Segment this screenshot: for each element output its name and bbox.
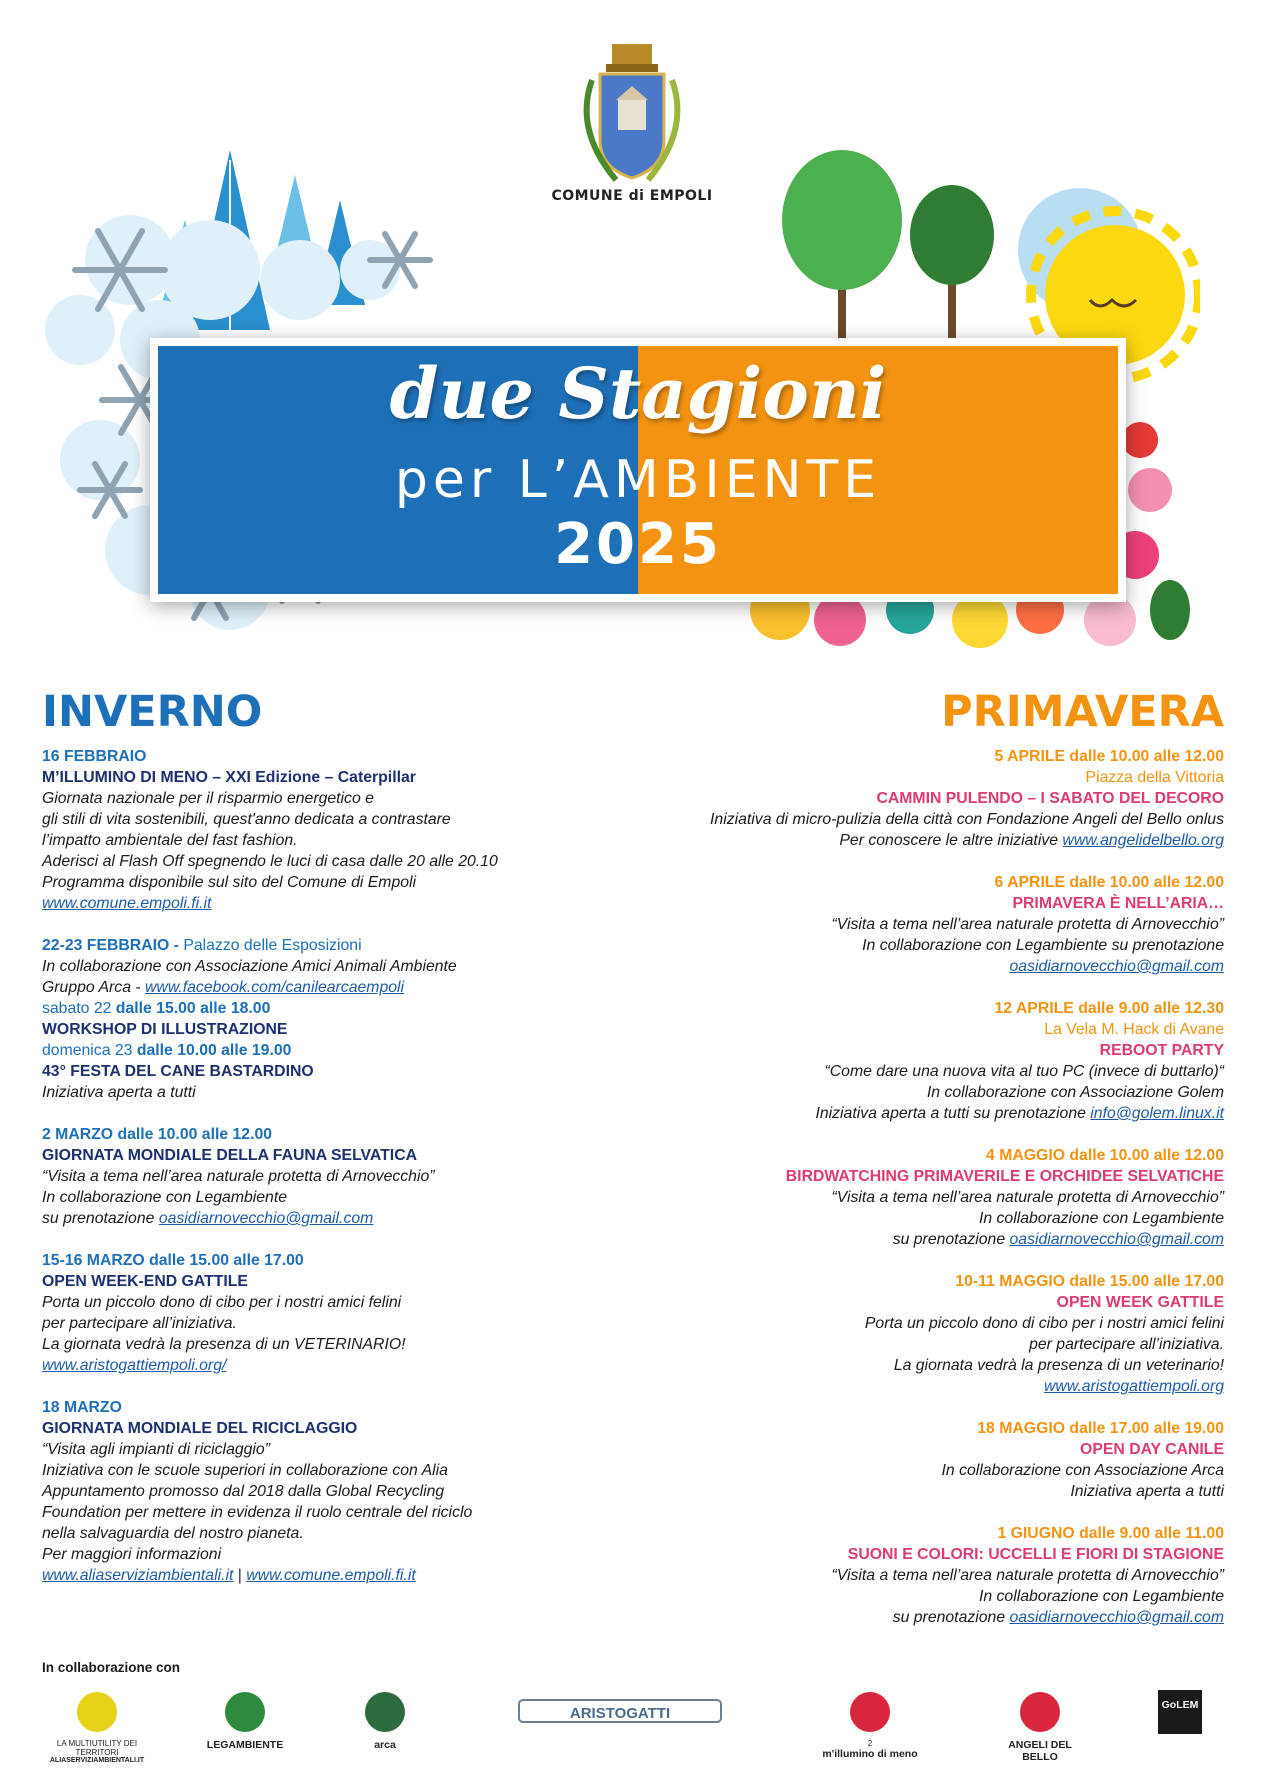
event-description-text: In collaborazione con Legambiente — [978, 1588, 1224, 1605]
arca-logo-icon — [340, 1690, 430, 1734]
event-title — [42, 1061, 622, 1082]
event-description — [560, 1460, 1224, 1481]
title-script: due Stagioni — [389, 352, 887, 435]
event-description-text: “Come dare una nuova vita al tuo PC (invece di buttarlo)“ — [824, 1063, 1224, 1080]
event-description-text: per partecipare all’iniziativa. — [1029, 1336, 1224, 1353]
event-date-text: 6 APRILE dalle 10.00 alle 12.00 — [994, 874, 1224, 891]
event-title-text: OPEN WEEK GATTILE — [1056, 1294, 1224, 1311]
event-title-text: 43° FESTA DEL CANE BASTARDINO — [42, 1063, 314, 1080]
event-description-text: La giornata vedrà la presenza di un VETERINARIO! — [42, 1336, 406, 1353]
event-description-text: su prenotazione — [892, 1609, 1010, 1626]
legambiente-logo-icon — [190, 1690, 300, 1734]
winter-event — [42, 1124, 622, 1229]
event-description — [42, 1208, 622, 1229]
event-description — [560, 830, 1224, 851]
event-description-text: In collaborazione con Legambiente — [978, 1210, 1224, 1227]
winter-column — [42, 688, 622, 1607]
spring-event — [560, 746, 1224, 851]
event-description — [42, 1460, 622, 1481]
event-description-text: “Visita a tema nell’area naturale protetta di Arnovecchio” — [831, 916, 1224, 933]
event-title-text: OPEN DAY CANILE — [1080, 1441, 1224, 1458]
event-date — [560, 1271, 1224, 1292]
event-description — [42, 1187, 622, 1208]
event-title-text: CAMMIN PULENDO – I SABATO DEL DECORO — [876, 790, 1224, 807]
event-date-text: 16 FEBBRAIO — [42, 748, 147, 765]
partner-logo-golem[interactable] — [1140, 1690, 1220, 1770]
event-description — [42, 1166, 622, 1187]
millumino-logo-tag: 2 — [867, 1739, 873, 1748]
winter-heading: INVERNO — [42, 687, 263, 737]
event-title — [560, 1040, 1224, 1061]
link-separator: | — [233, 1567, 247, 1584]
winter-events — [42, 746, 622, 1586]
event-description — [42, 872, 622, 893]
event-link[interactable]: info@golem.linux.it — [1090, 1105, 1224, 1122]
event-title-text: GIORNATA MONDIALE DELLA FAUNA SELVATICA — [42, 1147, 418, 1164]
partner-logo-aristogatti[interactable] — [515, 1690, 725, 1770]
event-description-text: Giornata nazionale per il risparmio energetico e — [42, 790, 374, 807]
event-title-text: PRIMAVERA È NELL’ARIA… — [1012, 895, 1224, 912]
event-link[interactable]: oasidiarnovecchio@gmail.com — [1009, 958, 1224, 975]
event-description-text: Per conoscere le altre iniziative — [839, 832, 1063, 849]
event-link[interactable]: www.angelidelbello.org — [1062, 832, 1224, 849]
event-date — [560, 1145, 1224, 1166]
event-description-text: per partecipare all’iniziativa. — [42, 1315, 237, 1332]
event-date-text: 15-16 MARZO dalle 15.00 alle 17.00 — [42, 1252, 304, 1269]
spring-event — [560, 1418, 1224, 1502]
event-description — [560, 1103, 1224, 1124]
event-link[interactable]: www.aliaserviziambientali.it — [42, 1567, 234, 1584]
event-description — [560, 914, 1224, 935]
event-title-text: BIRDWATCHING PRIMAVERILE E ORCHIDEE SELVATICHE — [785, 1168, 1224, 1185]
alia-logo-icon — [42, 1690, 152, 1734]
crest-logo-icon — [570, 40, 694, 210]
event-date-text: 18 MAGGIO dalle 17.00 alle 19.00 — [977, 1420, 1224, 1437]
crest-name: COMUNE di EMPOLI — [551, 188, 713, 204]
event-date — [42, 935, 622, 956]
event-place-text: Piazza della Vittoria — [1085, 769, 1224, 786]
event-description-text: In collaborazione con Legambiente — [42, 1189, 288, 1206]
event-date — [42, 746, 622, 767]
event-description-text: In collaborazione con Associazione Golem — [926, 1084, 1224, 1101]
event-title — [42, 767, 622, 788]
event-date — [560, 872, 1224, 893]
event-link-row — [560, 1376, 1224, 1397]
event-date — [560, 1418, 1224, 1439]
event-day: domenica 23 — [42, 1042, 137, 1059]
event-description-text: “Visita a tema nell’area naturale protetta di Arnovecchio” — [42, 1168, 435, 1185]
event-description-text: In collaborazione con Associazione Amici Animali Ambiente — [42, 958, 457, 975]
title-subtitle: per L’AMBIENTE — [394, 450, 882, 510]
event-title — [42, 1145, 622, 1166]
event-date-text: 18 MARZO — [42, 1399, 122, 1416]
event-description — [42, 851, 622, 872]
millumino-logo-icon — [820, 1690, 920, 1734]
alia-logo-label: ALIASERVIZIAMBIENTALI.IT — [49, 1757, 145, 1764]
event-description-text: La giornata vedrà la presenza di un veterinario! — [893, 1357, 1224, 1374]
event-description — [560, 809, 1224, 830]
angeli-logo-label: ANGELI DEL BELLO — [1008, 1739, 1072, 1763]
event-date-text: 5 APRILE dalle 10.00 alle 12.00 — [994, 748, 1224, 765]
winter-event — [42, 746, 622, 914]
spring-event — [560, 1145, 1224, 1250]
event-description — [42, 1523, 622, 1544]
event-title — [42, 1019, 622, 1040]
event-title — [42, 1271, 622, 1292]
event-date-text: 22-23 FEBBRAIO - — [42, 937, 184, 954]
event-link-row — [560, 956, 1224, 977]
golem-logo-icon — [1140, 1690, 1220, 1734]
event-link[interactable]: www.aristogattiempoli.org/ — [42, 1357, 227, 1374]
event-title — [560, 1166, 1224, 1187]
event-description-text: gli stili di vita sostenibili, quest'anno dedicata a contrastare — [42, 811, 451, 828]
event-description-text: Programma disponibile sul sito del Comune di Empoli — [42, 874, 417, 891]
event-link[interactable]: oasidiarnovecchio@gmail.com — [1009, 1231, 1224, 1248]
aristogatti-logo-label: ARISTOGATTI — [569, 1705, 671, 1722]
event-description — [560, 1313, 1224, 1334]
event-description-text: Iniziativa aperta a tutti — [42, 1084, 196, 1101]
event-description — [42, 1544, 622, 1565]
title-year: 2025 — [554, 512, 722, 577]
event-date — [42, 1397, 622, 1418]
millumino-logo-label: m'illumino di meno — [822, 1748, 918, 1760]
event-links — [42, 1565, 622, 1586]
event-description-text: l’impatto ambientale del fast fashion. — [42, 832, 298, 849]
event-link[interactable]: www.facebook.com/canilearcaempoli — [145, 979, 405, 996]
event-hours: dalle 15.00 alle 18.00 — [115, 1000, 271, 1017]
event-description-text: “Visita a tema nell’area naturale protetta di Arnovecchio” — [831, 1567, 1224, 1584]
event-description-text: Iniziativa di micro-pulizia della città con Fondazione Angeli del Bello onlus — [710, 811, 1224, 828]
event-date — [42, 1124, 622, 1145]
event-description-text: “Visita a tema nell’area naturale protetta di Arnovecchio” — [831, 1189, 1224, 1206]
event-description — [42, 1481, 622, 1502]
spring-events — [560, 746, 1224, 1628]
event-date — [560, 1523, 1224, 1544]
event-title-text: M’ILLUMINO DI MENO – XXI Edizione – Caterpillar — [42, 769, 416, 786]
event-day: sabato 22 — [42, 1000, 116, 1017]
spring-event — [560, 1523, 1224, 1628]
event-description — [560, 1607, 1224, 1628]
event-date-text: 2 MARZO dalle 10.00 alle 12.00 — [42, 1126, 273, 1143]
golem-logo-label: GoLEM — [1161, 1699, 1199, 1711]
event-description-text: Iniziativa con le scuole superiori in collaborazione con Alia — [42, 1462, 448, 1479]
spring-heading: PRIMAVERA — [941, 687, 1224, 737]
event-title-text: SUONI E COLORI: UCCELLI E FIORI DI STAGIONE — [847, 1546, 1224, 1563]
partner-logo-arca[interactable] — [340, 1690, 430, 1770]
event-description — [560, 1586, 1224, 1607]
event-place-text: La Vela M. Hack di Avane — [1044, 1021, 1224, 1038]
event-title — [560, 893, 1224, 914]
winter-event — [42, 935, 622, 1103]
event-title — [560, 1292, 1224, 1313]
event-title — [42, 1418, 622, 1439]
event-description — [560, 1061, 1224, 1082]
event-place: Palazzo delle Esposizioni — [183, 937, 362, 954]
event-description — [560, 1208, 1224, 1229]
event-date-text: 10-11 MAGGIO dalle 15.00 alle 17.00 — [955, 1273, 1224, 1290]
event-date — [560, 746, 1224, 767]
event-link[interactable]: www.comune.empoli.fi.it — [246, 1567, 416, 1584]
event-title-text: WORKSHOP DI ILLUSTRAZIONE — [42, 1021, 288, 1038]
partner-logo-millumino[interactable] — [820, 1690, 920, 1770]
event-description — [560, 1229, 1224, 1250]
event-description-text: Porta un piccolo dono di cibo per i nostri amici felini — [864, 1315, 1224, 1332]
event-description — [560, 1082, 1224, 1103]
event-description — [42, 1502, 622, 1523]
spring-event — [560, 1271, 1224, 1397]
event-description-text: Porta un piccolo dono di cibo per i nostri amici felini — [42, 1294, 402, 1311]
event-description-text: Iniziativa aperta a tutti — [1070, 1483, 1224, 1500]
event-description — [560, 1565, 1224, 1586]
legambiente-logo-label: LEGAMBIENTE — [206, 1739, 284, 1751]
event-description — [42, 1439, 622, 1460]
event-link-row — [42, 1355, 622, 1376]
event-place — [560, 767, 1224, 788]
partner-logo-alia[interactable] — [42, 1690, 152, 1770]
trees-icon — [782, 150, 994, 370]
event-date-text: 1 GIUGNO dalle 9.00 alle 11.00 — [997, 1525, 1224, 1542]
event-date — [42, 1250, 622, 1271]
partner-logo-legambiente[interactable] — [190, 1690, 300, 1770]
event-title-text: REBOOT PARTY — [1099, 1042, 1224, 1059]
event-place — [560, 1019, 1224, 1040]
event-description-text: Gruppo Arca - — [42, 979, 146, 996]
event-description-text: Per maggiori informazioni — [42, 1546, 222, 1563]
event-date — [560, 998, 1224, 1019]
event-title-text: OPEN WEEK-END GATTILE — [42, 1273, 248, 1290]
event-description-text: su prenotazione — [42, 1210, 159, 1227]
event-description-text: In collaborazione con Associazione Arca — [941, 1462, 1224, 1479]
event-title — [560, 1439, 1224, 1460]
event-description-text: Appuntamento promosso dal 2018 dalla Global Recycling — [42, 1483, 445, 1500]
spring-column — [560, 688, 1224, 1649]
event-title-text: GIORNATA MONDIALE DEL RICICLAGGIO — [42, 1420, 358, 1437]
event-hours: dalle 10.00 alle 19.00 — [136, 1042, 292, 1059]
event-description-text: Foundation per mettere in evidenza il ruolo centrale del riciclo — [42, 1504, 473, 1521]
spring-event — [560, 998, 1224, 1124]
event-title — [560, 1544, 1224, 1565]
event-time — [42, 1040, 622, 1061]
event-date-text: 4 MAGGIO dalle 10.00 alle 12.00 — [986, 1147, 1224, 1164]
event-description-text: su prenotazione — [892, 1231, 1010, 1248]
event-description — [560, 1334, 1224, 1355]
event-description — [560, 1187, 1224, 1208]
arca-logo-label: arca — [374, 1739, 396, 1751]
event-link-row — [42, 893, 622, 914]
event-description — [42, 788, 622, 809]
event-description — [42, 809, 622, 830]
angeli-logo-icon — [990, 1690, 1090, 1734]
event-link[interactable]: oasidiarnovecchio@gmail.com — [158, 1210, 374, 1227]
event-description-text: Aderisci al Flash Off spegnendo le luci di casa dalle 20 alle 20.10 — [42, 853, 498, 870]
event-description — [42, 977, 622, 998]
collab-label: In collaborazione con — [42, 1660, 181, 1675]
event-description-text: In collaborazione con Legambiente su prenotazione — [862, 937, 1224, 954]
event-time — [42, 998, 622, 1019]
event-description — [560, 1355, 1224, 1376]
event-description — [42, 830, 622, 851]
event-link[interactable]: www.aristogattiempoli.org — [1044, 1378, 1224, 1395]
event-description-text: “Visita agli impianti di riciclaggio” — [42, 1441, 270, 1458]
event-description-text: Iniziativa aperta a tutti su prenotazione — [815, 1105, 1091, 1122]
spring-event — [560, 872, 1224, 977]
event-description-text: nella salvaguardia del nostro pianeta. — [42, 1525, 304, 1542]
winter-event — [42, 1250, 622, 1376]
partner-logo-angeli[interactable] — [990, 1690, 1090, 1770]
event-description — [560, 1481, 1224, 1502]
event-date-text: 12 APRILE dalle 9.00 alle 12.30 — [994, 1000, 1224, 1017]
event-description — [42, 956, 622, 977]
event-description — [42, 1334, 622, 1355]
event-description — [42, 1292, 622, 1313]
winter-event — [42, 1397, 622, 1586]
event-description — [42, 1082, 622, 1103]
event-link[interactable]: www.comune.empoli.fi.it — [42, 895, 212, 912]
event-title — [560, 788, 1224, 809]
event-link[interactable]: oasidiarnovecchio@gmail.com — [1009, 1609, 1224, 1626]
event-description — [42, 1313, 622, 1334]
alia-logo-tag: LA MULTIUTILITY DEI TERRITORI — [56, 1739, 138, 1757]
event-description — [560, 935, 1224, 956]
